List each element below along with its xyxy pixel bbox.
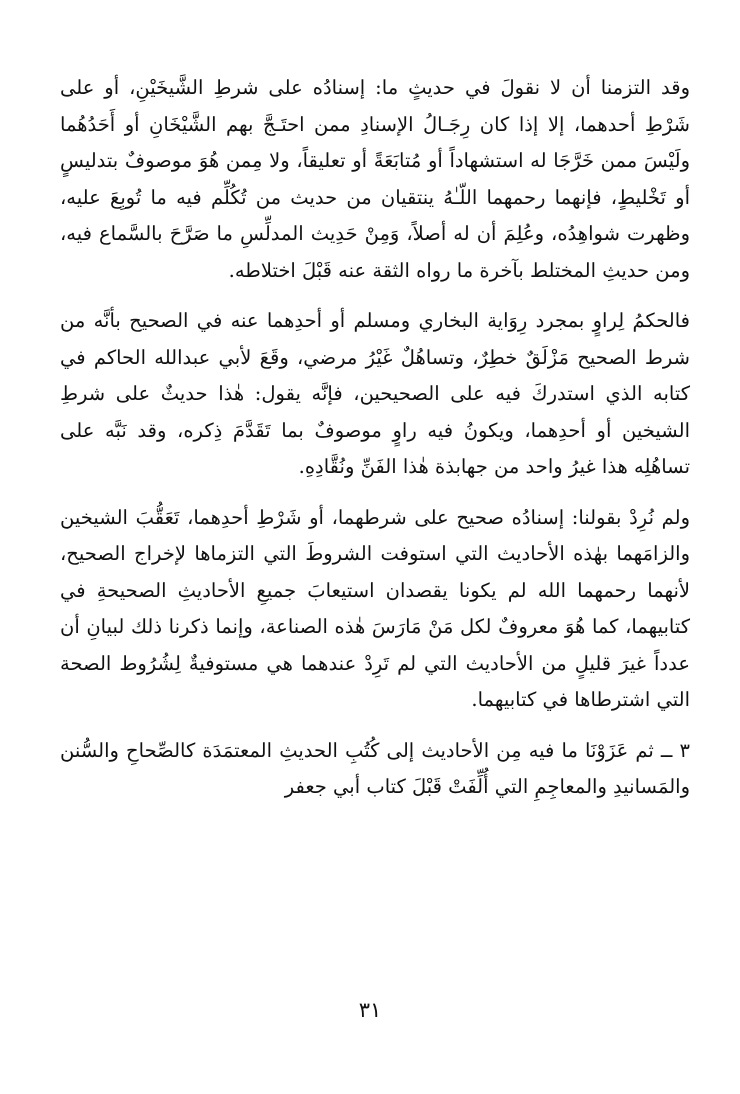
paragraph-3: ولم نُرِدْ بقولنا: إسنادُه صحيح على شرطهما، أو شَرْطِ أحدِهما، تَعَقُّبَ الشيخين والزامَهما بهٰذه الأحاديث التي استوفت الشروطَ التي التزماها لإخراج الصحيح، لأنهما رحمهما الله لم يكونا يقصدان استيعابَ جميعِ الأحاديثِ الصحيحةِ في كتابيهما، كما هُوَ معروفٌ لكل مَنْ مَارَسَ هٰذه الصناعة، وإنما ذكرنا ذلك لبيانِ أن عدداً غيرَ قليلٍ من الأحاديث التي لم تَرِدْ عندهما هي مستوفيةٌ لِشُرُوط الصحة التي اشترطاها في كتابيهما.	[60, 505, 690, 711]
paragraph-4: ٣ ــ ثم عَزَوْنَا ما فيه مِن الأحاديث إلى كُتُبِ الحديثِ المعتمَدَة كالصِّحاحِ والسُّنن والمَسانيدِ والمعاجِمِ التي أُلِّفَتْ قَبْلَ كتاب أبي جعفر	[60, 738, 690, 798]
page-body	[60, 70, 690, 806]
paragraph-1: وقد التزمنا أن لا نقولَ في حديثٍ ما: إسنادُه على شرطِ الشَّيخَيْنِ، أو على شَرْطِ أحدهما، إلا إذا كان رِجَـالُ الإسنادِ ممن احتَـجَّ بهم الشَّيْخَانِ أو أَحَدُهُما ولَيْسَ ممن خَرَّجَا له استشهاداً أو مُتابَعَةً أو تعليقاً، ولا مِمن هُوَ موصوفٌ بتدليسٍ أو تَخْليطٍ، فإنهما رحمهما اللّـٰهُ ينتقيان من حديث من تُكُلِّم فيه ما تُوبِعَ عليه، وظهرت شواهِدُه، وعُلِمَ أن له أصلاً، وَمِنْ حَدِيث المدلِّسِ ما صَرَّحَ بالسَّماع فيه، ومن حديثِ المختلط بآخرة ما رواه الثقة عنه قَبْلَ اختلاطه.	[60, 76, 690, 282]
paragraph-2: فالحكمُ لِراوٍ بمجرد رِوَاية البخاري ومسلم أو أحدِهما عنه في الصحيح بأنَّه من شرط الصحيح مَزْلَقٌ خطِرٌ، وتساهُلٌ غَيْرُ مرضي، وقَعَ لأبي عبدالله الحاكم في كتابه الذي استدركَ فيه على الصحيحين، فإنَّه يقول: هٰذا حديثٌ على شرطِ الشيخين أو أحدِهما، ويكونُ فيه راوٍ موصوفٌ بما تَقَدَّمَ ذِكره، وقد نَبَّه على تساهُلِه هذا غيرُ واحد من جهابذة هٰذا الفَنِّ ونُقَّادِهِ.	[60, 309, 690, 478]
page-number: ٣١	[358, 998, 382, 1022]
